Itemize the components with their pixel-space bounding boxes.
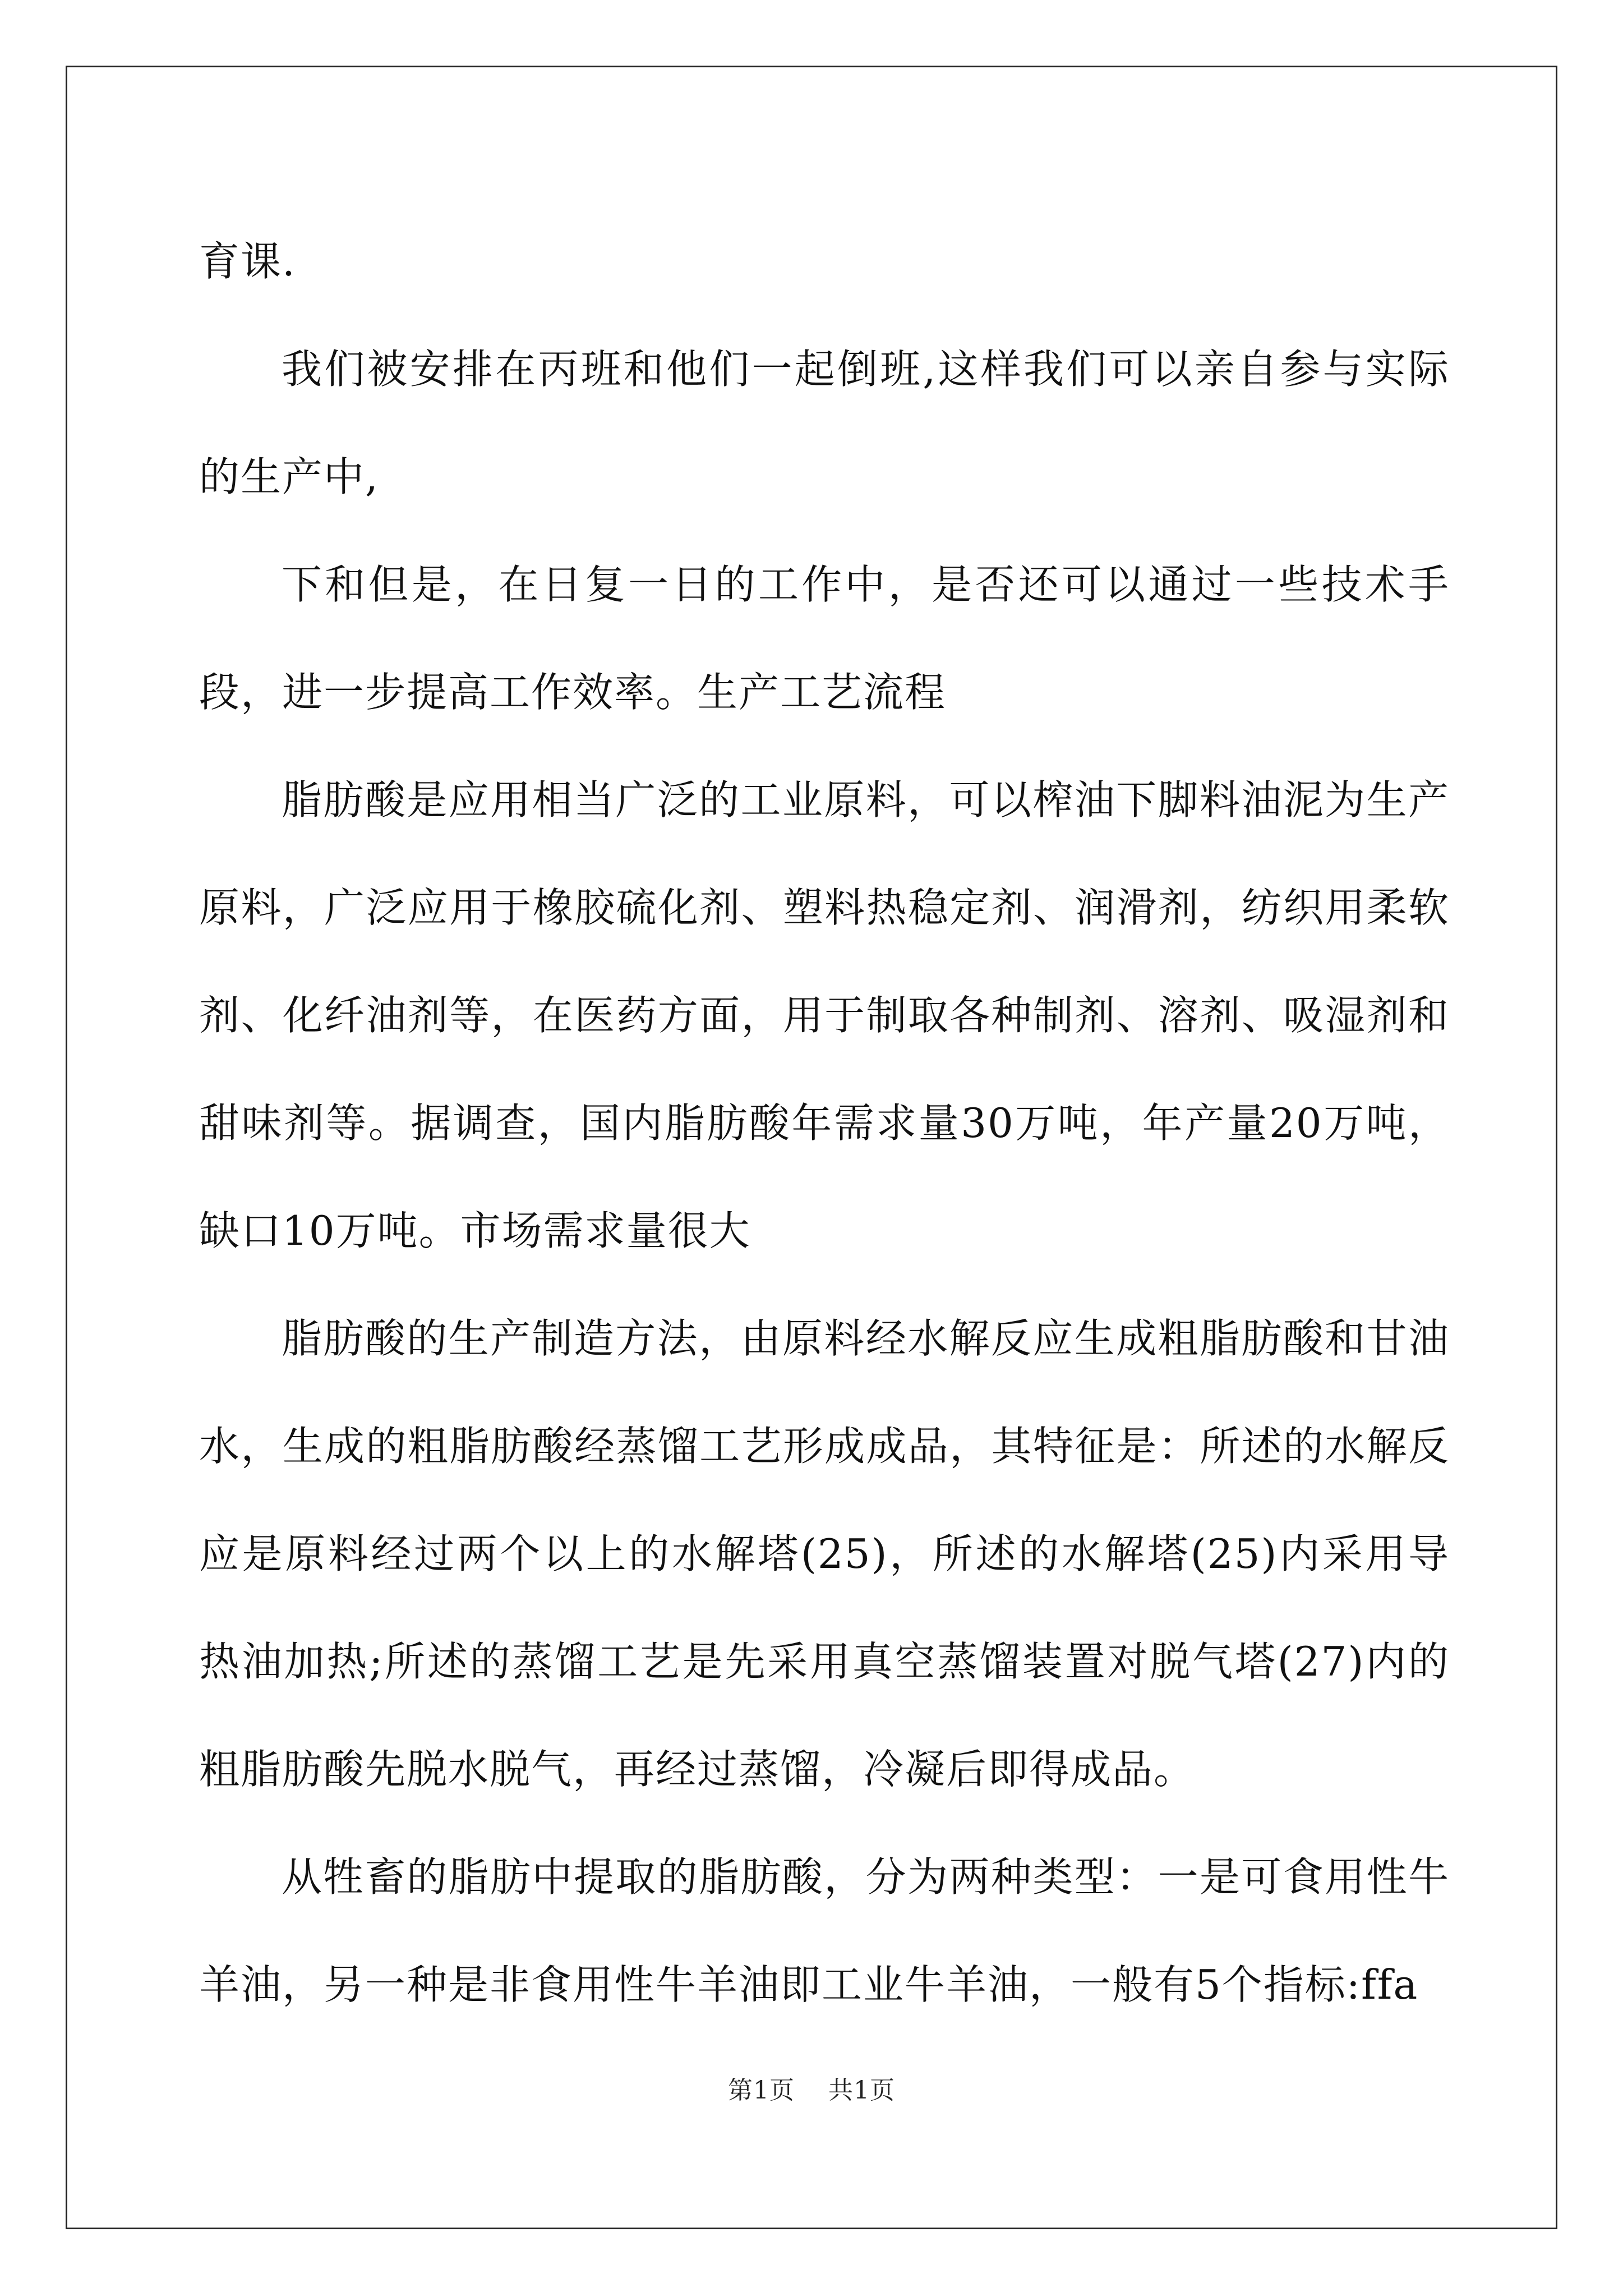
paragraph: 脂肪酸是应用相当广泛的工业原料，可以榨油下脚料油泥为生产原料，广泛应用于橡胶硫化剂、塑料热稳定剂、润滑剂，纺织用柔软剂、化纤油剂等，在医药方面，用于制取各种制剂、溶剂、吸湿剂和甜味剂等。据调查，国内脂肪酸年需求量30万吨，年产量20万吨，缺口10万吨。市场需求量很大: [199, 776, 1450, 1254]
paragraph: 脂肪酸的生产制造方法，由原料经水解反应生成粗脂肪酸和甘油水，生成的粗脂肪酸经蒸馏工艺形成成品，其特征是：所述的水解反应是原料经过两个以上的水解塔(25)，所述的水解塔(25)内采用导热油加热;所述的蒸馏工艺是先采用真空蒸馏装置对脱气塔(27)内的粗脂肪酸先脱水脱气，再经过蒸馏，冷凝后即得成品。: [199, 1315, 1450, 1793]
page-footer: [0, 2070, 1623, 2106]
paragraph: 我们被安排在丙班和他们一起倒班,这样我们可以亲自参与实际的生产中,: [199, 346, 1450, 500]
document-body: [199, 208, 1450, 2039]
page-total: 共1页: [828, 2076, 895, 2105]
page-number: 第1页: [728, 2076, 795, 2105]
paragraph: 下和但是，在日复一日的工作中，是否还可以通过一些技术手段，进一步提高工作效率。生产工艺流程: [199, 561, 1450, 716]
paragraph: 育课.: [199, 238, 296, 285]
paragraph: 从牲畜的脂肪中提取的脂肪酸，分为两种类型：一是可食用性牛羊油，另一种是非食用性牛羊油即工业牛羊油，一般有5个指标:ffa: [199, 1853, 1450, 2008]
